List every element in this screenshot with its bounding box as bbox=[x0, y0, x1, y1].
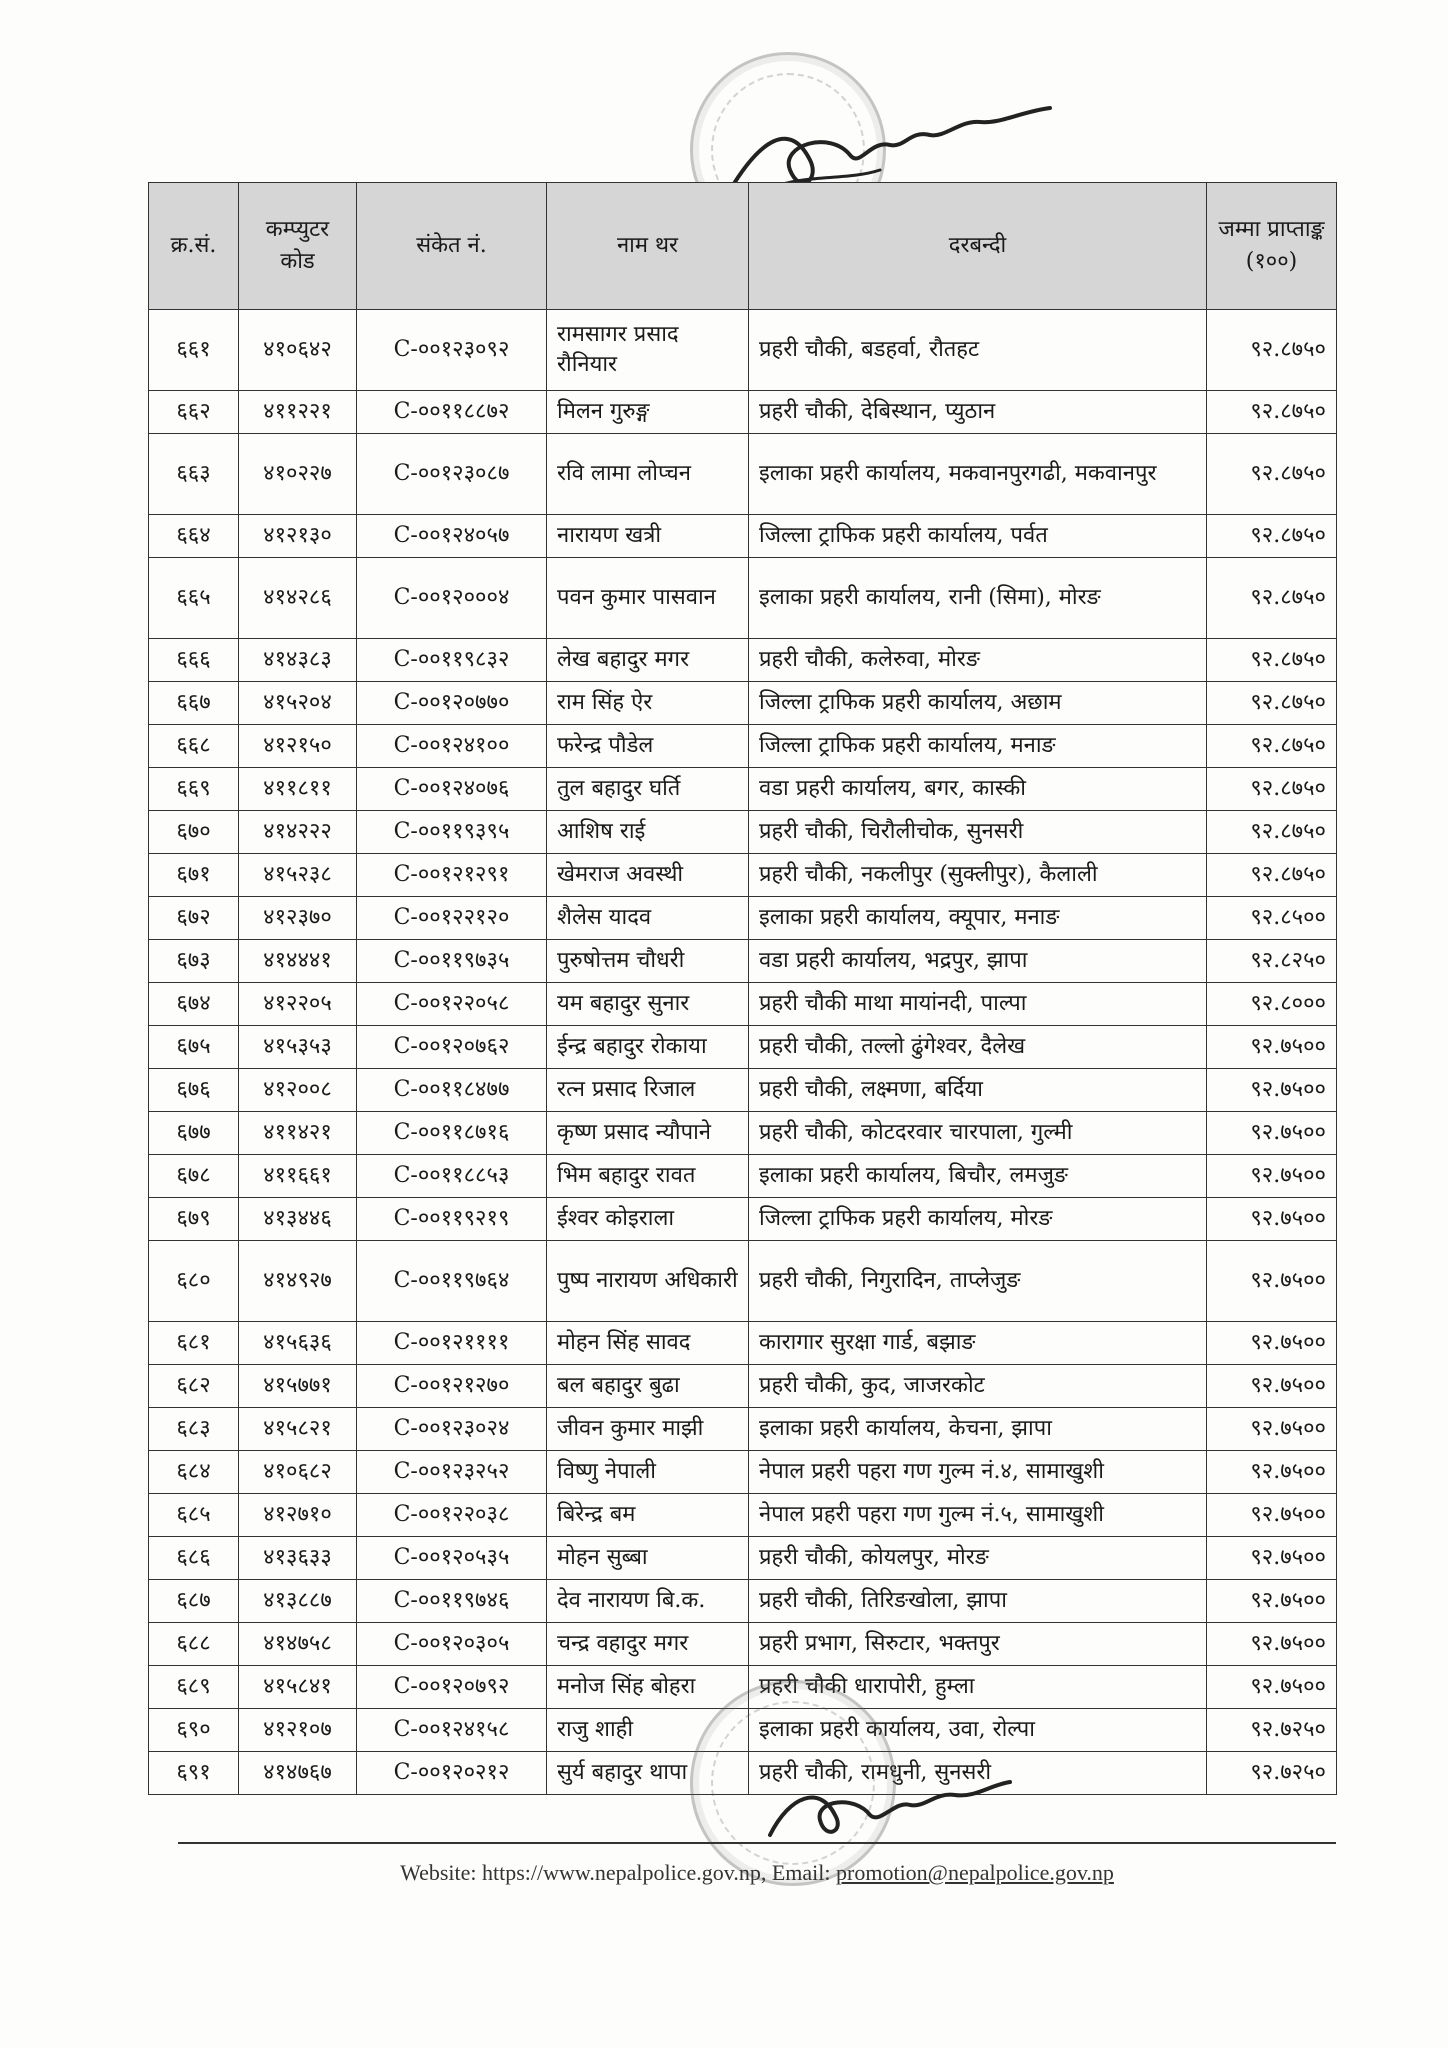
cell-symbol: C-००१२४०७६ bbox=[357, 768, 547, 811]
cell-sn: ६८४ bbox=[149, 1451, 239, 1494]
table-row bbox=[149, 1623, 1337, 1666]
cell-score: ९२.८७५० bbox=[1207, 515, 1337, 558]
cell-code: ४१४३८३ bbox=[239, 639, 357, 682]
table-row bbox=[149, 558, 1337, 639]
footer-website: Website: https://www.nepalpolice.gov.np, Email: bbox=[400, 1860, 837, 1885]
cell-post: प्रहरी चौकी धारापोरी, हुम्ला bbox=[749, 1666, 1207, 1709]
cell-post: इलाका प्रहरी कार्यालय, रानी (सिमा), मोरङ bbox=[749, 558, 1207, 639]
cell-code: ४१२३७० bbox=[239, 897, 357, 940]
cell-post: नेपाल प्रहरी पहरा गण गुल्म नं.५, सामाखुशी bbox=[749, 1494, 1207, 1537]
cell-post: प्रहरी चौकी, निगुरादिन, ताप्लेजुङ bbox=[749, 1241, 1207, 1322]
cell-symbol: C-००१२४१५८ bbox=[357, 1709, 547, 1752]
header-code: कम्प्युटर कोड bbox=[239, 183, 357, 310]
cell-score: ९२.८७५० bbox=[1207, 310, 1337, 391]
table-row bbox=[149, 1494, 1337, 1537]
cell-code: ४१२००८ bbox=[239, 1069, 357, 1112]
cell-post: प्रहरी चौकी, नकलीपुर (सुक्लीपुर), कैलाली bbox=[749, 854, 1207, 897]
cell-score: ९२.७५०० bbox=[1207, 1494, 1337, 1537]
cell-sn: ६७२ bbox=[149, 897, 239, 940]
cell-symbol: C-००१२३०९२ bbox=[357, 310, 547, 391]
cell-post: कारागार सुरक्षा गार्ड, बझाङ bbox=[749, 1322, 1207, 1365]
cell-code: ४१४९२७ bbox=[239, 1241, 357, 1322]
table-row bbox=[149, 940, 1337, 983]
table-row bbox=[149, 1112, 1337, 1155]
cell-score: ९२.७५०० bbox=[1207, 1666, 1337, 1709]
footer-email-link[interactable]: promotion@nepalpolice.gov.np bbox=[836, 1860, 1114, 1885]
table-row bbox=[149, 1241, 1337, 1322]
table-row bbox=[149, 434, 1337, 515]
table-row bbox=[149, 639, 1337, 682]
cell-score: ९२.७५०० bbox=[1207, 1537, 1337, 1580]
table-row bbox=[149, 1026, 1337, 1069]
cell-name: बल बहादुर बुढा bbox=[547, 1365, 749, 1408]
cell-sn: ६८८ bbox=[149, 1623, 239, 1666]
cell-symbol: C-००१२२०३८ bbox=[357, 1494, 547, 1537]
cell-code: ४१५३५३ bbox=[239, 1026, 357, 1069]
cell-symbol: C-००११९७३५ bbox=[357, 940, 547, 983]
cell-name: मोहन सुब्बा bbox=[547, 1537, 749, 1580]
cell-name: लेख बहादुर मगर bbox=[547, 639, 749, 682]
cell-symbol: C-००११९८३२ bbox=[357, 639, 547, 682]
cell-sn: ६८७ bbox=[149, 1580, 239, 1623]
cell-code: ४१५२३८ bbox=[239, 854, 357, 897]
cell-code: ४१४२२२ bbox=[239, 811, 357, 854]
results-table bbox=[148, 182, 1337, 1795]
cell-post: प्रहरी चौकी, लक्ष्मणा, बर्दिया bbox=[749, 1069, 1207, 1112]
cell-score: ९२.७५०० bbox=[1207, 1241, 1337, 1322]
cell-symbol: C-००१२३०२४ bbox=[357, 1408, 547, 1451]
cell-score: ९२.८७५० bbox=[1207, 811, 1337, 854]
cell-score: ९२.७५०० bbox=[1207, 1580, 1337, 1623]
cell-symbol: C-००११९७४६ bbox=[357, 1580, 547, 1623]
cell-name: मनोज सिंह बोहरा bbox=[547, 1666, 749, 1709]
cell-code: ४१०२२७ bbox=[239, 434, 357, 515]
cell-symbol: C-००११८७१६ bbox=[357, 1112, 547, 1155]
cell-sn: ६९० bbox=[149, 1709, 239, 1752]
cell-post: प्रहरी चौकी, कोयलपुर, मोरङ bbox=[749, 1537, 1207, 1580]
table-row bbox=[149, 1580, 1337, 1623]
cell-code: ४११६६१ bbox=[239, 1155, 357, 1198]
cell-score: ९२.८७५० bbox=[1207, 725, 1337, 768]
cell-name: देव नारायण बि.क. bbox=[547, 1580, 749, 1623]
table-row bbox=[149, 310, 1337, 391]
cell-code: ४१०६४२ bbox=[239, 310, 357, 391]
cell-symbol: C-००१२२१२० bbox=[357, 897, 547, 940]
cell-sn: ६८१ bbox=[149, 1322, 239, 1365]
cell-code: ४१३८८७ bbox=[239, 1580, 357, 1623]
cell-name: ईश्वर कोइराला bbox=[547, 1198, 749, 1241]
cell-post: प्रहरी चौकी माथा मायांनदी, पाल्पा bbox=[749, 983, 1207, 1026]
cell-post: इलाका प्रहरी कार्यालय, क्यूपार, मनाङ bbox=[749, 897, 1207, 940]
cell-code: ४१५८४१ bbox=[239, 1666, 357, 1709]
cell-symbol: C-००११९७६४ bbox=[357, 1241, 547, 1322]
cell-name: पवन कुमार पासवान bbox=[547, 558, 749, 639]
cell-name: बिरेन्द्र बम bbox=[547, 1494, 749, 1537]
cell-sn: ६८६ bbox=[149, 1537, 239, 1580]
cell-sn: ६९१ bbox=[149, 1752, 239, 1795]
cell-symbol: C-००१२०७९२ bbox=[357, 1666, 547, 1709]
cell-score: ९२.७५०० bbox=[1207, 1069, 1337, 1112]
cell-post: प्रहरी चौकी, कलेरुवा, मोरङ bbox=[749, 639, 1207, 682]
cell-score: ९२.७२५० bbox=[1207, 1752, 1337, 1795]
cell-score: ९२.७५०० bbox=[1207, 1112, 1337, 1155]
cell-name: तुल बहादुर घर्ति bbox=[547, 768, 749, 811]
cell-code: ४१३६३३ bbox=[239, 1537, 357, 1580]
table-row bbox=[149, 1322, 1337, 1365]
cell-symbol: C-००१२०३०५ bbox=[357, 1623, 547, 1666]
cell-name: पुष्प नारायण अधिकारी bbox=[547, 1241, 749, 1322]
cell-score: ९२.८२५० bbox=[1207, 940, 1337, 983]
cell-sn: ६७१ bbox=[149, 854, 239, 897]
cell-name: विष्णु नेपाली bbox=[547, 1451, 749, 1494]
header-score: जम्मा प्राप्ताङ्क (१००) bbox=[1207, 183, 1337, 310]
cell-post: इलाका प्रहरी कार्यालय, मकवानपुरगढी, मकवानपुर bbox=[749, 434, 1207, 515]
cell-name: मिलन गुरुङ्ग bbox=[547, 391, 749, 434]
table-row bbox=[149, 1537, 1337, 1580]
cell-sn: ६७९ bbox=[149, 1198, 239, 1241]
header-sn: क्र.सं. bbox=[149, 183, 239, 310]
cell-post: इलाका प्रहरी कार्यालय, बिचौर, लमजुङ bbox=[749, 1155, 1207, 1198]
cell-sn: ६८० bbox=[149, 1241, 239, 1322]
cell-symbol: C-००१२०५३५ bbox=[357, 1537, 547, 1580]
cell-score: ९२.७५०० bbox=[1207, 1451, 1337, 1494]
cell-name: सुर्य बहादुर थापा bbox=[547, 1752, 749, 1795]
cell-symbol: C-००१२४०५७ bbox=[357, 515, 547, 558]
cell-name: चन्द्र वहादुर मगर bbox=[547, 1623, 749, 1666]
cell-post: वडा प्रहरी कार्यालय, बगर, कास्की bbox=[749, 768, 1207, 811]
cell-code: ४१२२०५ bbox=[239, 983, 357, 1026]
cell-code: ४११८११ bbox=[239, 768, 357, 811]
cell-sn: ६८२ bbox=[149, 1365, 239, 1408]
cell-score: ९२.८७५० bbox=[1207, 434, 1337, 515]
cell-post: प्रहरी चौकी, तल्लो ढुंगेश्वर, दैलेख bbox=[749, 1026, 1207, 1069]
cell-sn: ६६४ bbox=[149, 515, 239, 558]
cell-sn: ६७८ bbox=[149, 1155, 239, 1198]
table-row bbox=[149, 515, 1337, 558]
cell-name: आशिष राई bbox=[547, 811, 749, 854]
table-row bbox=[149, 1451, 1337, 1494]
cell-code: ४१२१०७ bbox=[239, 1709, 357, 1752]
table-row bbox=[149, 391, 1337, 434]
cell-sn: ६६७ bbox=[149, 682, 239, 725]
cell-symbol: C-००१२११११ bbox=[357, 1322, 547, 1365]
cell-sn: ६७० bbox=[149, 811, 239, 854]
cell-post: प्रहरी चौकी, चिरौलीचोक, सुनसरी bbox=[749, 811, 1207, 854]
cell-code: ४११४२१ bbox=[239, 1112, 357, 1155]
cell-score: ९२.७५०० bbox=[1207, 1365, 1337, 1408]
cell-name: ईन्द्र बहादुर रोकाया bbox=[547, 1026, 749, 1069]
cell-symbol: C-००१२१२९१ bbox=[357, 854, 547, 897]
cell-name: रत्न प्रसाद रिजाल bbox=[547, 1069, 749, 1112]
cell-sn: ६७६ bbox=[149, 1069, 239, 1112]
cell-name: खेमराज अवस्थी bbox=[547, 854, 749, 897]
table-header-row bbox=[149, 183, 1337, 310]
cell-sn: ६६८ bbox=[149, 725, 239, 768]
cell-symbol: C-००१२०२१२ bbox=[357, 1752, 547, 1795]
cell-sn: ६८३ bbox=[149, 1408, 239, 1451]
cell-name: रामसागर प्रसाद रौनियार bbox=[547, 310, 749, 391]
table-row bbox=[149, 1365, 1337, 1408]
cell-post: वडा प्रहरी कार्यालय, भद्रपुर, झापा bbox=[749, 940, 1207, 983]
cell-symbol: C-००१२१२७० bbox=[357, 1365, 547, 1408]
table-row bbox=[149, 897, 1337, 940]
header-post: दरबन्दी bbox=[749, 183, 1207, 310]
cell-sn: ६८९ bbox=[149, 1666, 239, 1709]
cell-sn: ६७७ bbox=[149, 1112, 239, 1155]
cell-name: राजु शाही bbox=[547, 1709, 749, 1752]
cell-code: ४१५२०४ bbox=[239, 682, 357, 725]
cell-name: यम बहादुर सुनार bbox=[547, 983, 749, 1026]
table-row bbox=[149, 768, 1337, 811]
table-row bbox=[149, 1155, 1337, 1198]
cell-sn: ६६९ bbox=[149, 768, 239, 811]
cell-score: ९२.७५०० bbox=[1207, 1155, 1337, 1198]
cell-name: शैलेस यादव bbox=[547, 897, 749, 940]
cell-post: जिल्ला ट्राफिक प्रहरी कार्यालय, अछाम bbox=[749, 682, 1207, 725]
cell-symbol: C-००१२०७७० bbox=[357, 682, 547, 725]
table-row bbox=[149, 1408, 1337, 1451]
table-row bbox=[149, 811, 1337, 854]
cell-score: ९२.८५०० bbox=[1207, 897, 1337, 940]
cell-score: ९२.८७५० bbox=[1207, 558, 1337, 639]
cell-code: ४१४७६७ bbox=[239, 1752, 357, 1795]
cell-post: प्रहरी चौकी, कोटदरवार चारपाला, गुल्मी bbox=[749, 1112, 1207, 1155]
cell-score: ९२.७५०० bbox=[1207, 1322, 1337, 1365]
cell-symbol: C-००११८८७२ bbox=[357, 391, 547, 434]
cell-post: प्रहरी प्रभाग, सिरुटार, भक्तपुर bbox=[749, 1623, 1207, 1666]
cell-post: प्रहरी चौकी, देबिस्थान, प्युठान bbox=[749, 391, 1207, 434]
cell-sn: ६६६ bbox=[149, 639, 239, 682]
cell-symbol: C-००१२०००४ bbox=[357, 558, 547, 639]
cell-post: इलाका प्रहरी कार्यालय, केचना, झापा bbox=[749, 1408, 1207, 1451]
cell-code: ४१२१५० bbox=[239, 725, 357, 768]
cell-code: ४१३४४६ bbox=[239, 1198, 357, 1241]
cell-symbol: C-००१२४१०० bbox=[357, 725, 547, 768]
table-row bbox=[149, 1069, 1337, 1112]
cell-score: ९२.८००० bbox=[1207, 983, 1337, 1026]
cell-post: प्रहरी चौकी, बडहर्वा, रौतहट bbox=[749, 310, 1207, 391]
cell-score: ९२.८७५० bbox=[1207, 391, 1337, 434]
header-name: नाम थर bbox=[547, 183, 749, 310]
cell-code: ४११२२१ bbox=[239, 391, 357, 434]
cell-score: ९२.८७५० bbox=[1207, 768, 1337, 811]
cell-name: नारायण खत्री bbox=[547, 515, 749, 558]
cell-name: पुरुषोत्तम चौधरी bbox=[547, 940, 749, 983]
cell-name: भिम बहादुर रावत bbox=[547, 1155, 749, 1198]
cell-name: रवि लामा लोप्चन bbox=[547, 434, 749, 515]
cell-sn: ६८५ bbox=[149, 1494, 239, 1537]
cell-score: ९२.८७५० bbox=[1207, 682, 1337, 725]
cell-symbol: C-००१२३२५२ bbox=[357, 1451, 547, 1494]
table-row bbox=[149, 1198, 1337, 1241]
cell-name: कृष्ण प्रसाद न्यौपाने bbox=[547, 1112, 749, 1155]
cell-post: प्रहरी चौकी, रामधुनी, सुनसरी bbox=[749, 1752, 1207, 1795]
cell-code: ४१५६३६ bbox=[239, 1322, 357, 1365]
table-row bbox=[149, 725, 1337, 768]
cell-code: ४१४७५८ bbox=[239, 1623, 357, 1666]
cell-score: ९२.७५०० bbox=[1207, 1026, 1337, 1069]
cell-code: ४१२१३० bbox=[239, 515, 357, 558]
cell-post: जिल्ला ट्राफिक प्रहरी कार्यालय, मोरङ bbox=[749, 1198, 1207, 1241]
signature-bottom bbox=[760, 1770, 1020, 1850]
table-row bbox=[149, 854, 1337, 897]
cell-symbol: C-००११९२१९ bbox=[357, 1198, 547, 1241]
cell-sn: ६७३ bbox=[149, 940, 239, 983]
cell-post: इलाका प्रहरी कार्यालय, उवा, रोल्पा bbox=[749, 1709, 1207, 1752]
footer-divider bbox=[178, 1842, 1336, 1844]
cell-sn: ६६१ bbox=[149, 310, 239, 391]
cell-code: ४१५८२१ bbox=[239, 1408, 357, 1451]
table-row bbox=[149, 983, 1337, 1026]
cell-name: राम सिंह ऐर bbox=[547, 682, 749, 725]
cell-score: ९२.७५०० bbox=[1207, 1198, 1337, 1241]
cell-code: ४१२७१० bbox=[239, 1494, 357, 1537]
cell-name: जीवन कुमार माझी bbox=[547, 1408, 749, 1451]
cell-score: ९२.८७५० bbox=[1207, 854, 1337, 897]
cell-post: प्रहरी चौकी, कुद, जाजरकोट bbox=[749, 1365, 1207, 1408]
cell-code: ४१५७७१ bbox=[239, 1365, 357, 1408]
cell-symbol: C-००११८८५३ bbox=[357, 1155, 547, 1198]
cell-score: ९२.७५०० bbox=[1207, 1408, 1337, 1451]
cell-post: प्रहरी चौकी, तिरिङखोला, झापा bbox=[749, 1580, 1207, 1623]
cell-sn: ६६५ bbox=[149, 558, 239, 639]
cell-code: ४१४२८६ bbox=[239, 558, 357, 639]
footer bbox=[178, 1860, 1336, 1886]
cell-code: ४१०६८२ bbox=[239, 1451, 357, 1494]
cell-sn: ६७५ bbox=[149, 1026, 239, 1069]
cell-sn: ६६२ bbox=[149, 391, 239, 434]
cell-name: मोहन सिंह सावद bbox=[547, 1322, 749, 1365]
cell-sn: ६६३ bbox=[149, 434, 239, 515]
cell-post: जिल्ला ट्राफिक प्रहरी कार्यालय, मनाङ bbox=[749, 725, 1207, 768]
cell-post: नेपाल प्रहरी पहरा गण गुल्म नं.४, सामाखुशी bbox=[749, 1451, 1207, 1494]
cell-code: ४१४४४१ bbox=[239, 940, 357, 983]
cell-post: जिल्ला ट्राफिक प्रहरी कार्यालय, पर्वत bbox=[749, 515, 1207, 558]
cell-symbol: C-००१२०७६२ bbox=[357, 1026, 547, 1069]
cell-score: ९२.७५०० bbox=[1207, 1623, 1337, 1666]
cell-symbol: C-००११८४७७ bbox=[357, 1069, 547, 1112]
cell-score: ९२.८७५० bbox=[1207, 639, 1337, 682]
cell-name: फरेन्द्र पौडेल bbox=[547, 725, 749, 768]
header-symbol: संकेत नं. bbox=[357, 183, 547, 310]
cell-symbol: C-००१२२०५८ bbox=[357, 983, 547, 1026]
cell-sn: ६७४ bbox=[149, 983, 239, 1026]
cell-symbol: C-००१२३०८७ bbox=[357, 434, 547, 515]
cell-score: ९२.७२५० bbox=[1207, 1709, 1337, 1752]
cell-symbol: C-००११९३९५ bbox=[357, 811, 547, 854]
table-row bbox=[149, 682, 1337, 725]
